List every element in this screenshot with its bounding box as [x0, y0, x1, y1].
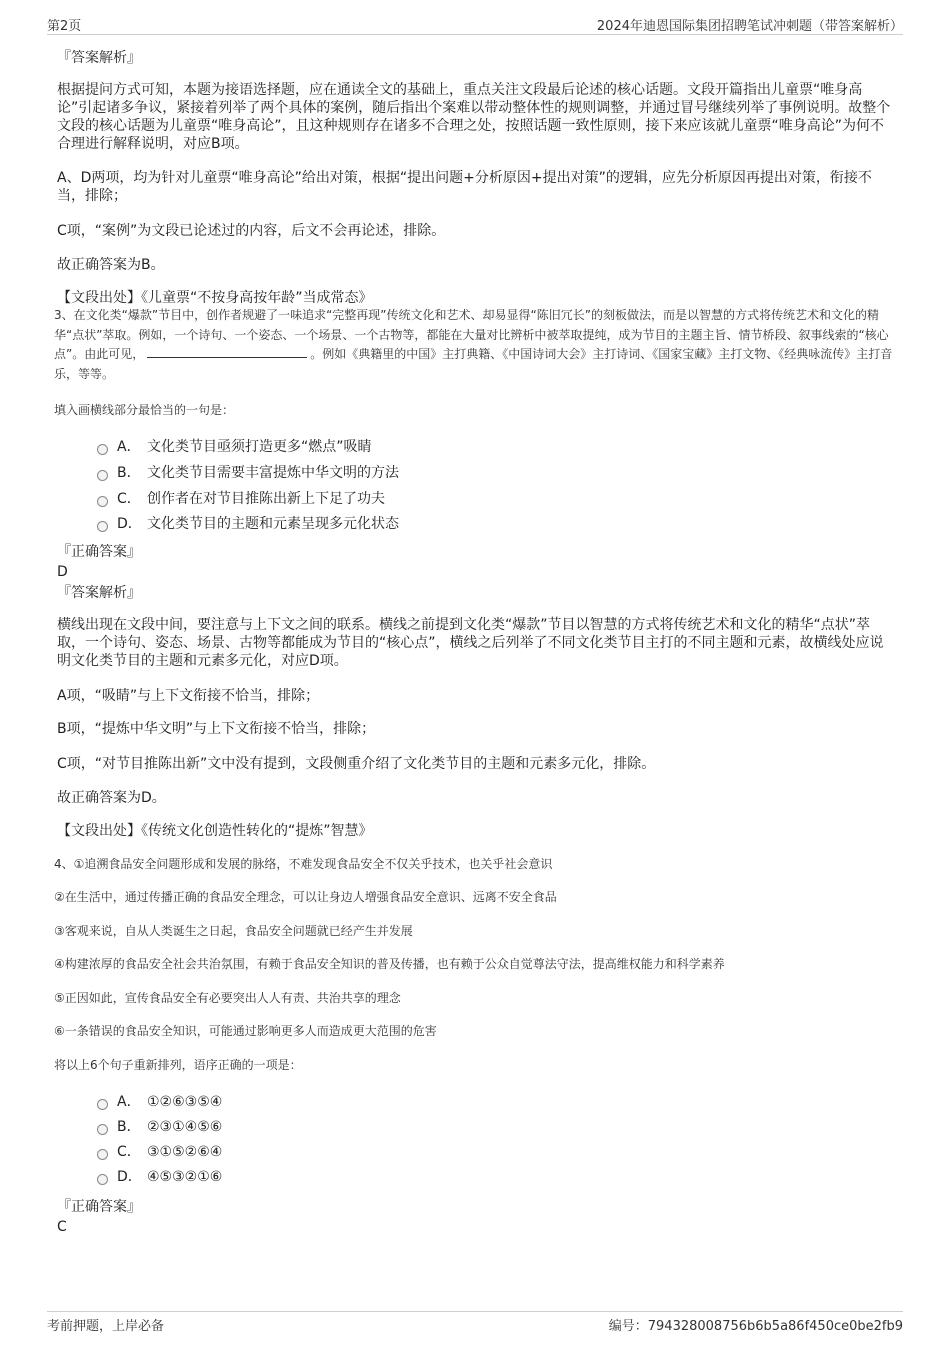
q2-analysis-para: C项，“案例”为文段已论述过的内容，后文不会再论述，排除。 [57, 223, 446, 239]
q4-option-a[interactable] [97, 1093, 222, 1111]
q3-analysis-para: A项，“吸睛”与上下文衔接不恰当，排除； [57, 688, 320, 704]
radio-icon[interactable] [97, 1174, 108, 1185]
radio-icon[interactable] [97, 496, 108, 507]
radio-icon[interactable] [97, 470, 108, 481]
option-letter: C． [117, 491, 141, 507]
q4-sentence-3: ③客观来说，自从人类诞生之日起，食品安全问题就已经产生并发展 [54, 924, 413, 938]
q3-analysis-para: B项，“提炼中华文明”与上下文衔接不恰当，排除； [57, 721, 376, 737]
q3-prompt: 填入画横线部分最恰当的一句是： [54, 403, 235, 417]
q3-source: 【文段出处】《传统文化创造性转化的“提炼”智慧》 [57, 823, 373, 839]
radio-icon[interactable] [97, 1099, 108, 1110]
q3-option-c[interactable] [97, 490, 385, 508]
q4-option-c[interactable] [97, 1143, 222, 1161]
q3-option-a[interactable] [97, 438, 372, 456]
q4-sentence-5: ⑤正因如此，宣传食品安全有必要突出人人有责、共治共享的理念 [54, 991, 401, 1005]
q3-answer-statement: 故正确答案为D。 [57, 790, 166, 806]
document-code: 编号：794328008756b6b5a86f450ce0be2fb9 [608, 1319, 903, 1334]
q4-sentence-2: ②在生活中，通过传播正确的食品安全理念，可以让身边人增强食品安全意识、远离不安全食品 [54, 890, 557, 904]
page-number: 第2页 [47, 19, 82, 34]
q4-option-b[interactable] [97, 1118, 222, 1136]
q3-stem-after: 。例如《典籍里的中国》主打典籍、《中国诗词大会》主打诗词、《国家宝藏》主打文物、《经典咏流传》主打音乐，等等。 [54, 347, 893, 381]
q3-option-d[interactable] [97, 515, 399, 533]
option-text: ③①⑤②⑥④ [147, 1144, 223, 1160]
fill-blank-line [147, 345, 307, 358]
option-letter: D． [117, 516, 142, 532]
radio-icon[interactable] [97, 1124, 108, 1135]
q2-answer-statement: 故正确答案为B。 [57, 257, 165, 273]
option-letter: B． [117, 1119, 141, 1135]
option-text: ①②⑥③⑤④ [147, 1094, 223, 1110]
q3-analysis-label: 『答案解析』 [57, 585, 141, 601]
radio-icon[interactable] [97, 444, 108, 455]
q4-sentence-4: ④构建浓厚的食品安全社会共治氛围，有赖于食品安全知识的普及传播，也有赖于公众自觉尊法守法，提高维权能力和科学素养 [54, 957, 725, 971]
radio-icon[interactable] [97, 521, 108, 532]
q3-option-b[interactable] [97, 464, 399, 482]
q4-prompt: 将以上6个句子重新排列，语序正确的一项是： [54, 1058, 302, 1072]
option-text: 文化类节目的主题和元素呈现多元化状态 [147, 516, 399, 532]
q2-source: 【文段出处】《儿童票“不按身高按年龄”当成常态》 [57, 290, 373, 306]
q2-analysis-para: A、D两项，均为针对儿童票“唯身高论”给出对策，根据“提出问题+分析原因+提出对策”的逻辑，应先分析原因再提出对策，衔接不当，排除； [57, 170, 872, 204]
q3-stem-before: 3、在文化类“爆款”节目中，创作者规避了一味追求“完整再现”传统文化和艺术、却易显得“陈旧冗长”的刻板做法，而是以智慧的方式将传统艺术和文化的精华“点状”萃取。例如，一个诗句、一个姿态、一个场景、一个古物等，都能在大量对比辨析中被萃取提纯，成为节目的主题主旨、情节桥段、叙事线索的“核心点”。由此可见， [54, 308, 889, 361]
option-letter: A． [117, 439, 141, 455]
option-letter: B． [117, 465, 141, 481]
document-title: 2024年迪恩国际集团招聘笔试冲刺题（带答案解析） [596, 19, 903, 34]
radio-icon[interactable] [97, 1149, 108, 1160]
q2-analysis-para: 根据提问方式可知，本题为接语选择题，应在通读全文的基础上，重点关注文段最后论述的核心话题。文段开篇指出儿童票“唯身高论”引起诸多争议，紧接着列举了两个具体的案例，随后指出个案难以带动整体性的规则调整，并通过冒号继续列举了事例说明。故整个文段的核心话题为儿童票“唯身高论”，且这种规则存在诸多不合理之处，按照话题一致性原则，接下来应该就儿童票“唯身高论”为何不合理进行解释说明，对应B项。 [57, 82, 891, 152]
q4-sentence-1: 4、①追溯食品安全问题形成和发展的脉络，不难发现食品安全不仅关乎技术，也关乎社会意识 [54, 857, 553, 871]
option-text: 文化类节目需要丰富提炼中华文明的方法 [147, 465, 399, 481]
option-letter: C． [117, 1144, 141, 1160]
q4-answer: C [57, 1219, 67, 1235]
option-text: 文化类节目亟须打造更多“燃点”吸睛 [147, 439, 372, 455]
q3-answer: D [57, 564, 68, 580]
footer-slogan: 考前押题，上岸必备 [47, 1319, 165, 1334]
q4-option-d[interactable] [97, 1168, 222, 1186]
q4-answer-label: 『正确答案』 [57, 1199, 141, 1215]
option-text: 创作者在对节目推陈出新上下足了功夫 [147, 491, 385, 507]
page-footer [47, 1311, 903, 1334]
option-letter: A． [117, 1094, 141, 1110]
q4-sentence-6: ⑥一条错误的食品安全知识，可能通过影响更多人而造成更大范围的危害 [54, 1024, 437, 1038]
q3-stem [54, 306, 895, 384]
q3-analysis-para: 横线出现在文段中间，要注意与上下文之间的联系。横线之前提到文化类“爆款”节目以智慧的方式将传统艺术和文化的精华“点状”萃取，一个诗句、姿态、场景、古物等都能成为节目的“核心点”，横线之后列举了不同文化类节目主打的不同主题和元素，故横线处应说明文化类节目的主题和元素多元化，对应D项。 [57, 617, 884, 669]
option-text: ④⑤③②①⑥ [147, 1169, 223, 1185]
q3-analysis-para: C项，“对节目推陈出新”文中没有提到，文段侧重介绍了文化类节目的主题和元素多元化，排除。 [57, 756, 656, 772]
q3-answer-label: 『正确答案』 [57, 544, 141, 560]
page-header [47, 14, 903, 35]
option-letter: D． [117, 1169, 142, 1185]
q2-analysis-label: 『答案解析』 [57, 50, 141, 66]
option-text: ②③①④⑤⑥ [147, 1119, 223, 1135]
